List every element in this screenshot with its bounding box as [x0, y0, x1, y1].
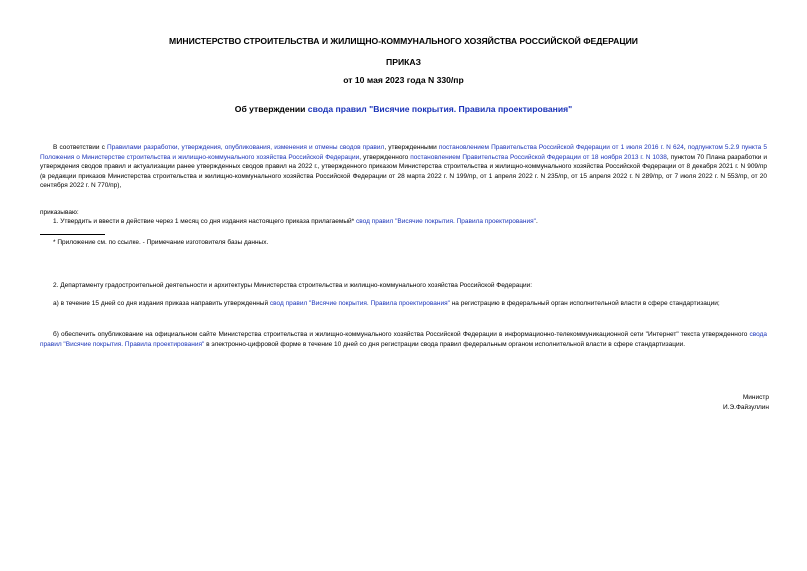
order-item-2a — [40, 299, 767, 309]
item2a-end: на регистрацию в федеральный орган исполнительной власти в сфере стандартизации; — [449, 300, 720, 307]
order-date-number: от 10 мая 2023 года N 330/пр — [343, 75, 464, 85]
preamble-text-1: В соответствии с — [53, 144, 107, 151]
item2b-link[interactable]: свода правил "Висячие покрытия. Правила проектирования" — [40, 331, 767, 348]
order-item-1 — [40, 217, 767, 227]
title-prefix: Об утверждении — [234, 104, 308, 114]
signatory-name: И.Э.Файзуллин — [723, 403, 769, 411]
preamble-link-decree-1038[interactable]: постановлением Правительства Российской Федерации от 18 ноября 2013 г. N 1038 — [410, 153, 667, 161]
preamble-text-2: , утвержденными — [384, 144, 439, 151]
orders-label: приказываю: — [40, 209, 79, 216]
footnote-divider — [40, 234, 105, 235]
item1-text: 1. Утвердить и ввести в действие через 1 месяц со дня издания настоящего приказа прилагаемый* — [53, 218, 356, 225]
footnote: * Приложение см. по ссылке. - Примечание изготовителя базы данных. — [53, 239, 269, 246]
preamble-paragraph — [40, 143, 767, 191]
preamble-text-3: , — [683, 144, 688, 151]
document-type: ПРИКАЗ — [386, 57, 421, 67]
preamble-link-rules[interactable]: Правилами разработки, утверждения, опубликования, изменения и отмены сводов правил — [106, 144, 385, 151]
preamble-link-regulation[interactable]: подпунктом 5.2.9 пункта 5 Положения о Министерстве строительства и жилищно-коммунального хозяйства Российской Федерации — [40, 144, 767, 161]
order-item-2b — [40, 330, 767, 349]
signatory-position: Министр — [742, 394, 769, 401]
preamble-link-decree-624[interactable]: постановлением Правительства Российской Федерации от 1 июля 2016 г. N 624 — [438, 144, 684, 151]
item2a-link[interactable]: свод правил "Висячие покрытия. Правила проектирования" — [269, 300, 450, 307]
ministry-name: МИНИСТЕРСТВО СТРОИТЕЛЬСТВА И ЖИЛИЩНО-КОММУНАЛЬНОГО ХОЗЯЙСТВА РОССИЙСКОЙ ФЕДЕРАЦИИ — [169, 36, 638, 46]
item2b-end: в электронно-цифровой форме в течение 10 дней со дня регистрации свода правил федеральным органом исполнительной власти в сфере стандартизации. — [204, 340, 686, 348]
item2b-text: б) обеспечить опубликование на официальном сайте Министерства строительства и жилищно-коммунального хозяйства Российской Федерации в информационно-телекоммуникационной сети "Интернет" текста утвержденного — [53, 331, 750, 338]
order-item-2: 2. Департаменту градостроительной деятельности и архитектуры Министерства строительства и жилищно-коммунального хозяйства Российской Федерации: — [53, 282, 533, 289]
document-title — [0, 104, 807, 114]
item1-end: . — [535, 218, 538, 225]
title-link[interactable]: свода правил "Висячие покрытия. Правила проектирования" — [307, 104, 573, 114]
preamble-text-4: , утвержденного — [359, 153, 411, 161]
signature-block — [723, 393, 769, 412]
preamble-text-5: , пунктом 70 Плана разработки и утверждения сводов правил и актуализации ранее утвержденных сводов правил на 2022 г., утвержденного приказом Министерства строительства и жилищно-коммунального хозяйства Российской Федерации от 8 декабря 2021 г. N 909/пр (в редакции приказов Министерства строительства и жилищно-коммунального хозяйства Российской Федерации от 28 марта 2022 г. N 199/пр, от 1 апреля 2022 г. N 235/пр, от 15 апреля 2022 г. N 289/пр, от 7 июля 2022 г. N 553/пр, от 20 сентября 2022 г. N 770/пр), — [40, 153, 768, 190]
item2a-text: а) в течение 15 дней со дня издания приказа направить утвержденный — [53, 300, 270, 307]
item1-link[interactable]: свод правил "Висячие покрытия. Правила проектирования" — [355, 218, 536, 225]
